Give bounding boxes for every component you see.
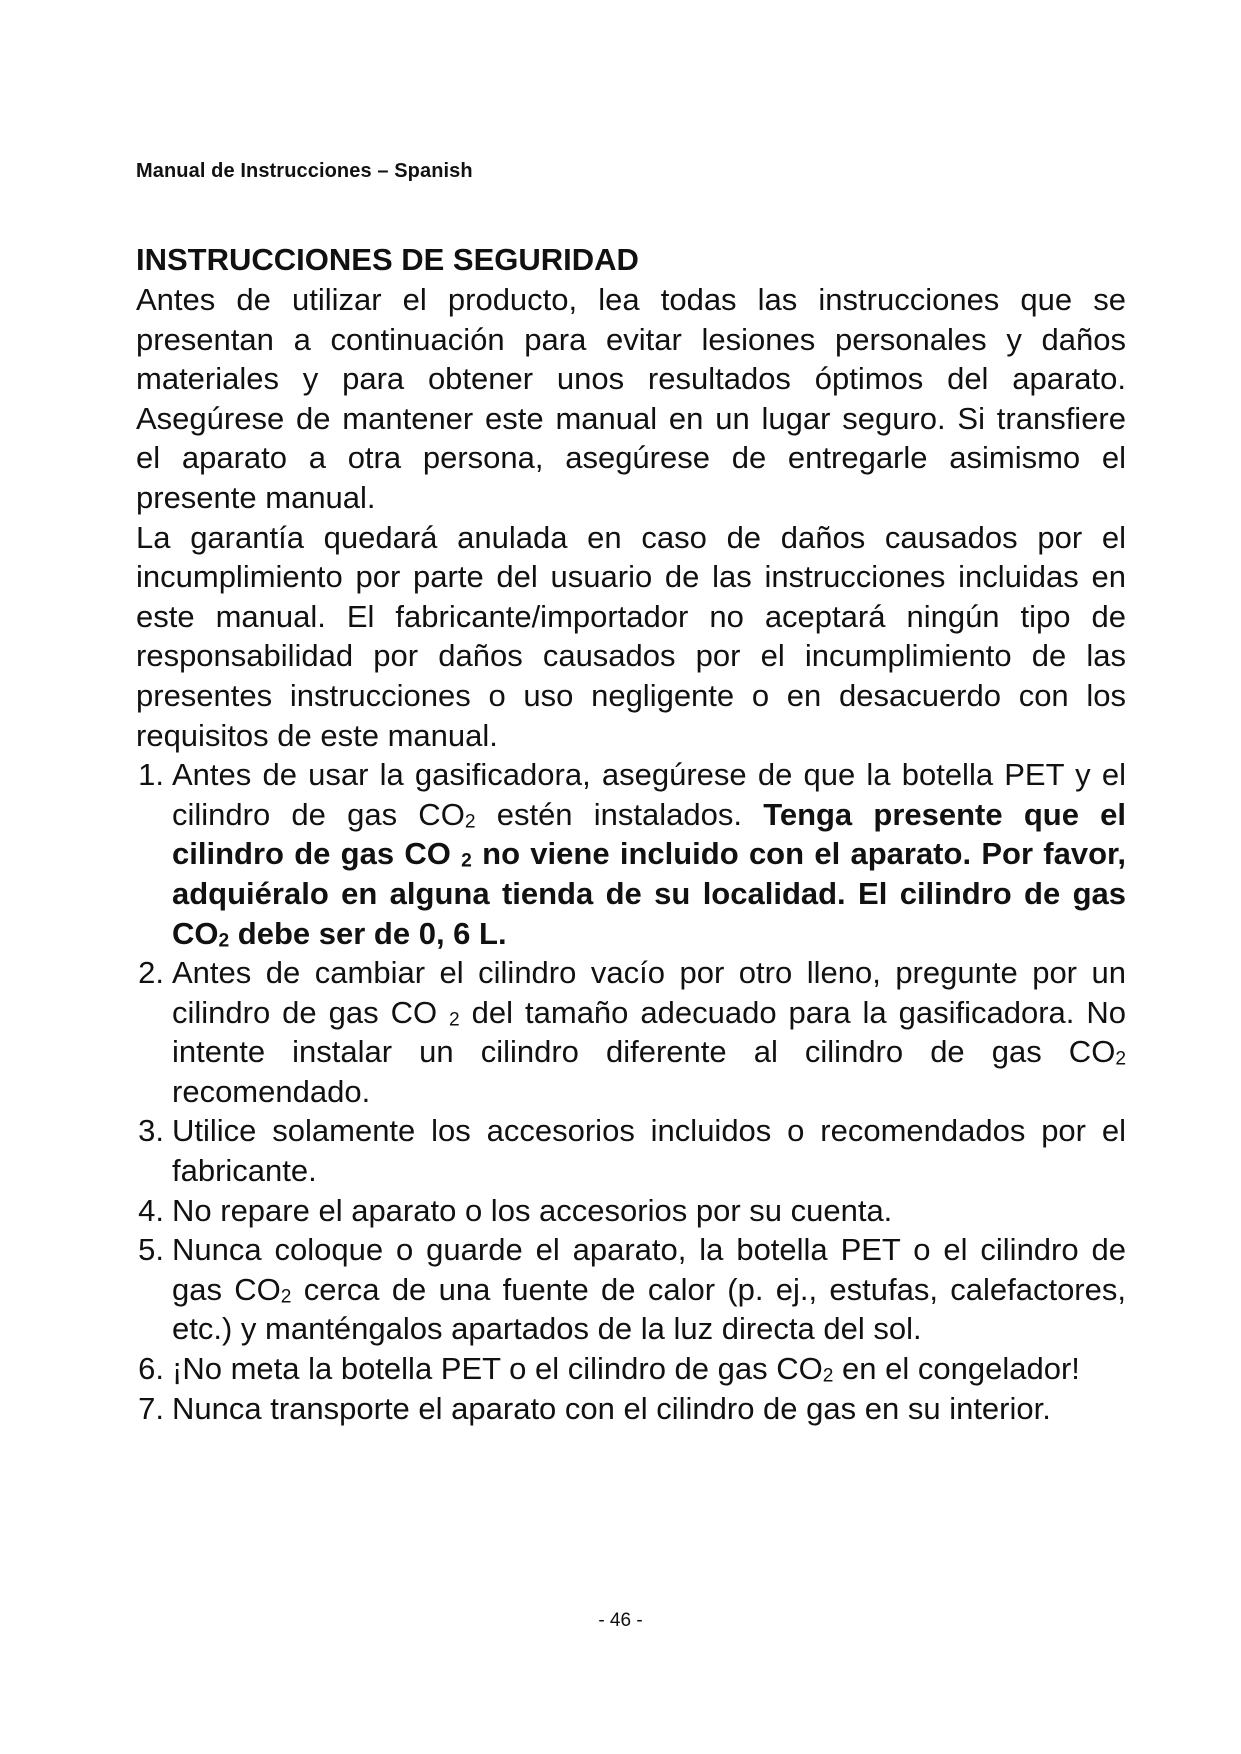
subscript: 2 [822,1365,834,1387]
list-item-text: Antes de cambiar el cilindro vacío por otro lleno, pregunte por un cilindro de gas CO [172,955,1126,1030]
list-item [136,953,1126,1111]
bold-text: no viene incluido con el aparato. Por favor, adquiéralo en alguna tienda de su localidad. El cilindro de gas CO [172,836,1126,951]
list-item [136,1389,1126,1429]
subscript: 2 [1115,1048,1126,1070]
list-item [136,1349,1126,1389]
subscript: 2 [218,929,230,951]
list-item [136,1191,1126,1231]
list-item-text: Utilice solamente los accesorios incluidos o recomendados por el fabricante. [172,1113,1126,1189]
list-item-text: ¡No meta la botella PET o el cilindro de gas CO [172,1351,823,1387]
running-header: Manual de Instrucciones – Spanish [136,160,473,182]
list-item-text: del tamaño adecuado para la gasificadora. No intente instalar un cilindro diferente al cilindro de gas CO [172,994,1126,1070]
list-item-number: 1. [138,757,164,793]
list-item-number: 5. [138,1232,164,1268]
bold-text: Tenga presente que el cilindro de gas CO [172,796,1127,872]
subscript: 2 [461,850,472,872]
page-number: - 46 - [598,1610,643,1631]
section-heading: INSTRUCCIONES DE SEGURIDAD [136,242,639,277]
list-item-text: Nunca transporte el aparato con el cilindro de gas en su interior. [172,1390,1051,1426]
subscript: 2 [280,1286,292,1308]
list-item [136,1111,1126,1190]
list-item-number: 4. [138,1192,164,1228]
list-item-number: 7. [138,1390,164,1426]
safety-instructions-list [136,755,1126,1428]
bold-text: debe ser de 0, 6 L. [229,915,507,951]
intro-paragraph: Antes de utilizar el producto, lea todas las instrucciones que se presentan a continuación para evitar lesiones personales y daños materiales y para obtener unos resultados óptimos del aparato. Asegúrese de mantener este manual en un lugar seguro. Si transfiere el aparato a otra persona, asegúrese de entregarle asimismo el presente manual. [136,282,1126,515]
list-item-number: 6. [138,1351,164,1387]
list-item-text: cerca de una fuente de calor (p. ej., estufas, calefactores, etc.) y manténgalos apartados de la luz directa del sol. [172,1271,1126,1347]
list-item-text: Antes de usar la gasificadora, asegúrese de que la botella PET y el cilindro de gas CO [172,757,1126,832]
list-item-text: No repare el aparato o los accesorios por su cuenta. [172,1192,893,1228]
warranty-paragraph: La garantía quedará anulada en caso de daños causados por el incumplimiento por parte del usuario de las instrucciones incluidas en este manual. El fabricante/importador no aceptará ningún tipo de responsabilidad por daños causados por el incumplimiento de las presentes instrucciones o uso negligente o en desacuerdo con los requisitos de este manual. [136,519,1126,753]
list-item-text: estén instalados. [475,796,764,832]
list-item-text: Nunca coloque o guarde el aparato, la botella PET o el cilindro de gas CO [172,1232,1126,1307]
list-item [136,1230,1126,1349]
list-item-text: en el congelador! [833,1351,1080,1387]
list-item-number: 3. [138,1113,164,1149]
subscript: 2 [449,1008,460,1030]
list-item [136,755,1126,953]
list-item-text: recomendado. [172,1073,371,1109]
page-content [136,240,1126,1428]
list-item-number: 2. [138,955,164,991]
subscript: 2 [464,811,476,833]
